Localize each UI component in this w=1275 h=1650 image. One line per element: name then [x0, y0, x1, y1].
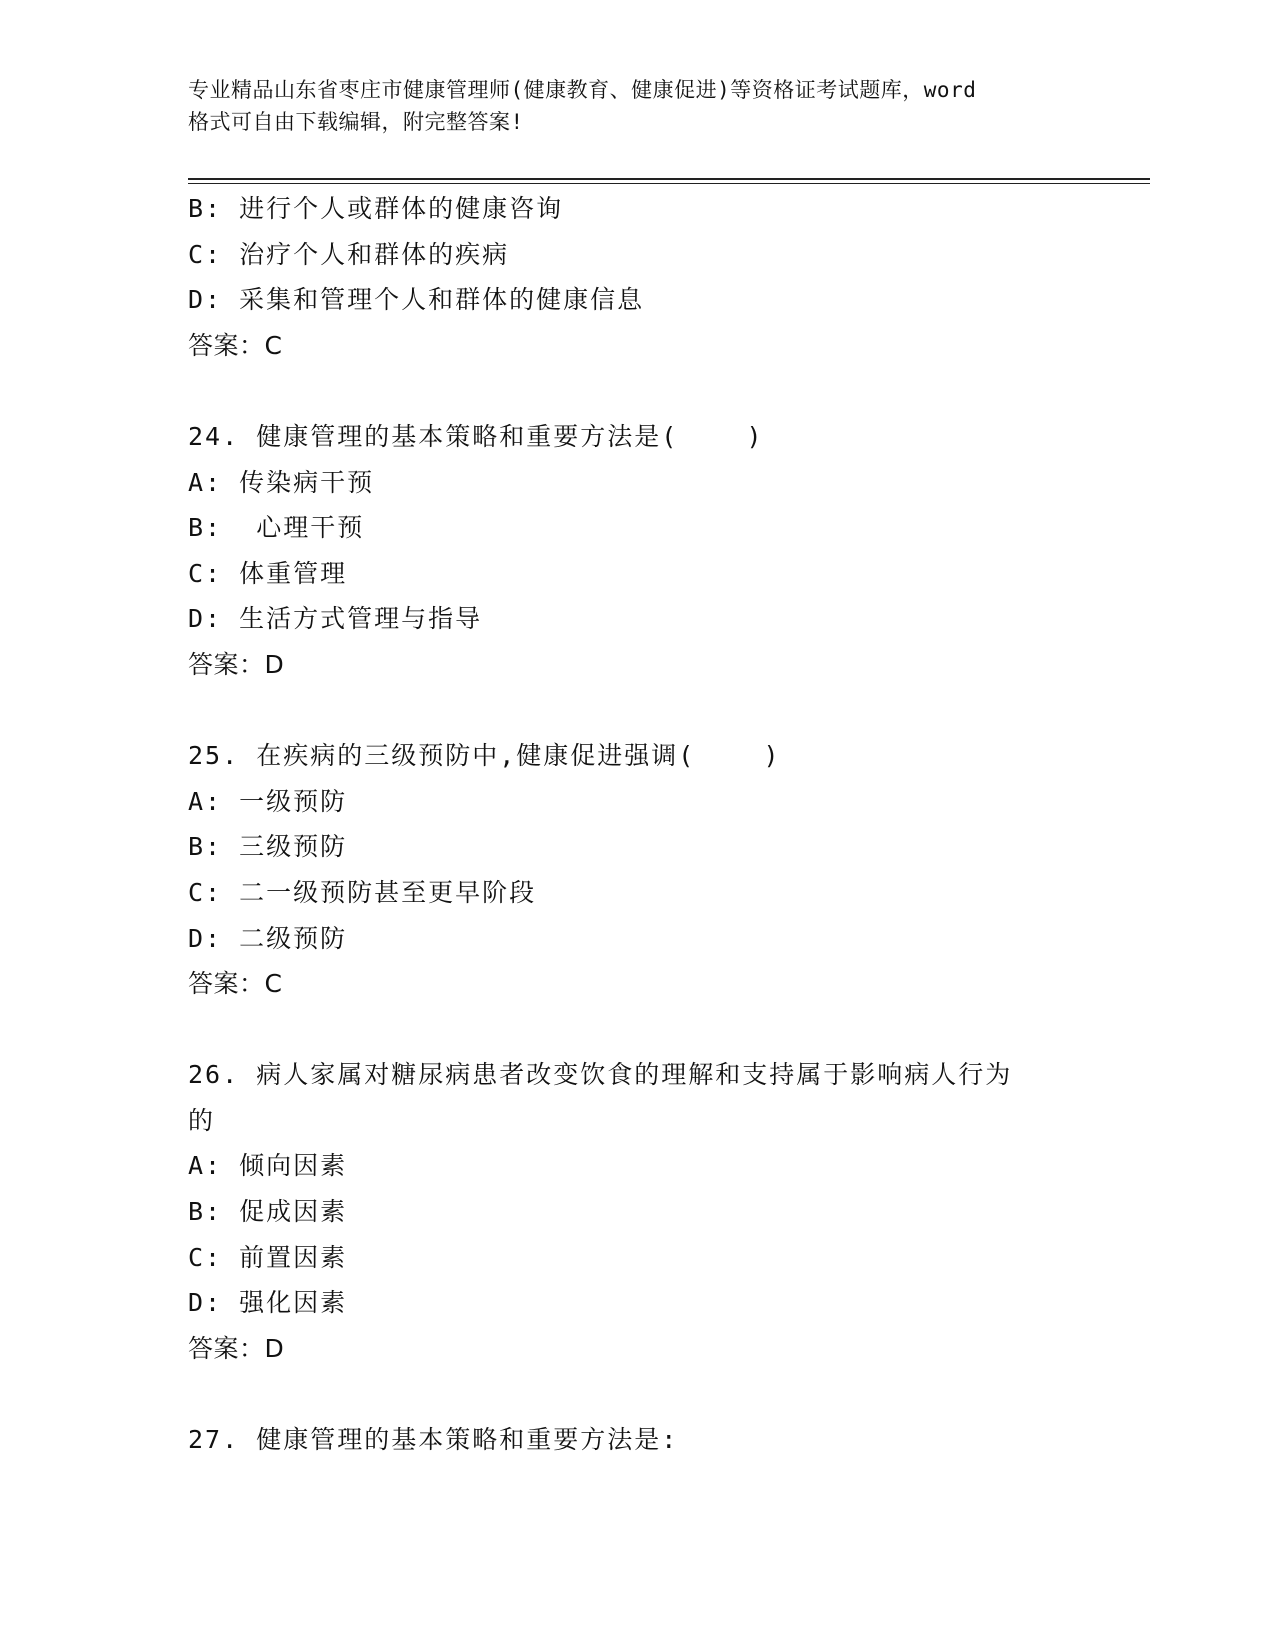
- question-stem-line-1: 26. 病人家属对糖尿病患者改变饮食的理解和支持属于影响病人行为: [188, 1060, 1013, 1090]
- option-d: D: 二级预防: [188, 923, 348, 953]
- header-divider-thin: [188, 183, 1150, 184]
- option-c: C: 前置因素: [188, 1242, 348, 1272]
- option-d: D: 生活方式管理与指导: [188, 604, 483, 634]
- answer-line: 答案：C: [188, 969, 283, 999]
- header-divider-thick: [188, 178, 1150, 180]
- question-24: [188, 414, 1088, 688]
- question-26: [188, 1052, 1088, 1371]
- spacer: [188, 368, 1088, 414]
- option-c: C: 二一级预防甚至更早阶段: [188, 877, 537, 907]
- option-b: B: 进行个人或群体的健康咨询: [188, 194, 564, 223]
- header-line-2: 格式可自由下载编辑，附完整答案!: [188, 110, 524, 134]
- question-stem-line-2: 的: [188, 1105, 216, 1135]
- question-27: [188, 1417, 1088, 1463]
- option-d: D: 采集和管理个人和群体的健康信息: [188, 285, 645, 315]
- spacer: [188, 1371, 1088, 1417]
- option-b: B: 促成因素: [188, 1197, 348, 1227]
- question-content: [188, 186, 1088, 1463]
- header-line-1: 专业精品山东省枣庄市健康管理师(健康教育、健康促进)等资格证考试题库，word: [188, 78, 977, 102]
- option-c: C: 体重管理: [188, 558, 348, 588]
- question-23-continuation: [188, 186, 1088, 368]
- spacer: [188, 688, 1088, 734]
- question-stem: 27. 健康管理的基本策略和重要方法是:: [188, 1425, 679, 1455]
- answer-line: 答案：D: [188, 1333, 285, 1363]
- question-stem: 24. 健康管理的基本策略和重要方法是( ): [188, 421, 764, 451]
- document-header: [188, 74, 1088, 138]
- question-25: [188, 733, 1088, 1007]
- option-c: C: 治疗个人和群体的疾病: [188, 239, 510, 269]
- option-d: D: 强化因素: [188, 1288, 348, 1318]
- spacer: [188, 1007, 1088, 1053]
- question-stem: 25. 在疾病的三级预防中,健康促进强调( ): [188, 741, 781, 771]
- option-b: B: 心理干预: [188, 513, 365, 543]
- option-a: A: 传染病干预: [188, 467, 375, 497]
- option-a: A: 倾向因素: [188, 1151, 348, 1181]
- answer-line: 答案：D: [188, 649, 285, 679]
- answer-line: 答案：C: [188, 330, 283, 360]
- option-a: A: 一级预防: [188, 786, 348, 816]
- option-b: B: 三级预防: [188, 832, 348, 862]
